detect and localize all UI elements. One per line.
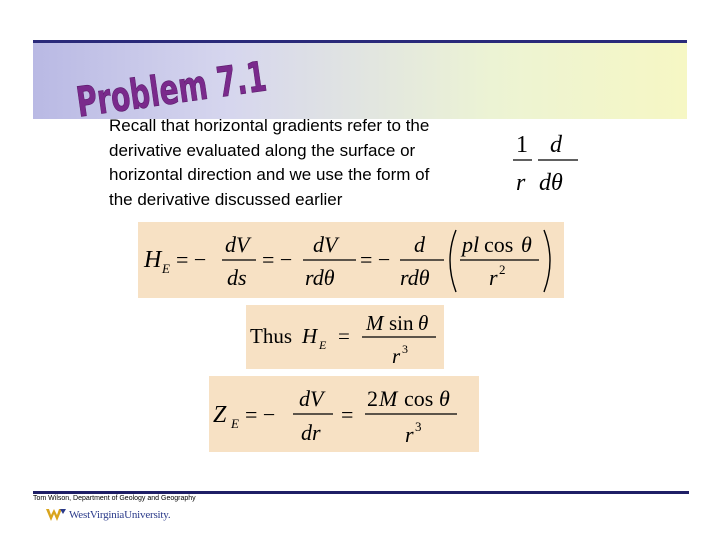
svg-text:pl: pl (462, 232, 480, 257)
svg-text:sin: sin (389, 311, 414, 335)
svg-text:θ: θ (439, 386, 450, 411)
university-logo (46, 508, 170, 522)
svg-text:= −: = − (176, 247, 207, 272)
svg-text:H: H (302, 324, 318, 348)
svg-text:ds: ds (227, 265, 247, 290)
svg-text:θ: θ (521, 232, 532, 257)
svg-text:3: 3 (415, 419, 422, 434)
equation-he-result (246, 305, 444, 369)
svg-text:dθ: dθ (539, 170, 563, 196)
svg-text:= −: = − (245, 402, 276, 427)
svg-text:Z: Z (213, 402, 227, 428)
svg-text:rdθ: rdθ (400, 265, 430, 290)
svg-text:E: E (231, 416, 239, 431)
svg-text:r: r (405, 422, 414, 447)
svg-text:2: 2 (499, 262, 506, 277)
svg-text:r: r (489, 265, 498, 290)
svg-text:=: = (338, 324, 350, 348)
svg-text:dV: dV (313, 232, 338, 257)
svg-text:d: d (550, 132, 562, 158)
svg-text:3: 3 (402, 342, 408, 356)
svg-text:H: H (144, 247, 162, 273)
svg-text:d: d (414, 232, 425, 257)
equation-he-derivation (138, 222, 564, 298)
intro-line: Recall that horizontal gradients refer to the (109, 116, 430, 135)
svg-text:1: 1 (516, 132, 528, 158)
intro-line: horizontal direction and we use the form of (109, 165, 430, 184)
svg-text:θ: θ (418, 311, 429, 335)
footer-rule (33, 491, 689, 494)
svg-text:E: E (162, 261, 170, 276)
svg-text:cos: cos (404, 386, 434, 411)
footer-credit: Tom Wilson, Department of Geology and Geography (33, 495, 196, 502)
intro-line: derivative evaluated along the surface or (109, 140, 416, 160)
equation-ze-result (209, 376, 479, 452)
slide-title (72, 47, 270, 128)
svg-text:dV: dV (299, 386, 324, 411)
svg-text:r: r (516, 170, 526, 196)
svg-text:M: M (379, 386, 398, 411)
svg-text:Thus: Thus (250, 324, 292, 348)
side-operator-equation (510, 124, 582, 196)
svg-text:E: E (319, 338, 327, 352)
svg-text:rdθ: rdθ (305, 265, 335, 290)
university-name: WestVirginiaUniversity. (69, 509, 171, 521)
svg-text:r: r (392, 344, 401, 368)
svg-text:dV: dV (225, 232, 250, 257)
intro-paragraph (109, 114, 509, 212)
svg-text:dr: dr (301, 420, 321, 445)
svg-text:= −: = − (360, 247, 391, 272)
svg-text:=: = (341, 402, 354, 427)
flying-wv-icon (46, 508, 66, 522)
svg-text:cos: cos (484, 232, 514, 257)
svg-text:2: 2 (367, 386, 378, 411)
svg-text:= −: = − (262, 247, 293, 272)
intro-line: the derivative discussed earlier (109, 189, 343, 209)
svg-text:M: M (366, 311, 384, 335)
svg-text:Problem 7.1: Problem 7.1 (73, 53, 270, 128)
